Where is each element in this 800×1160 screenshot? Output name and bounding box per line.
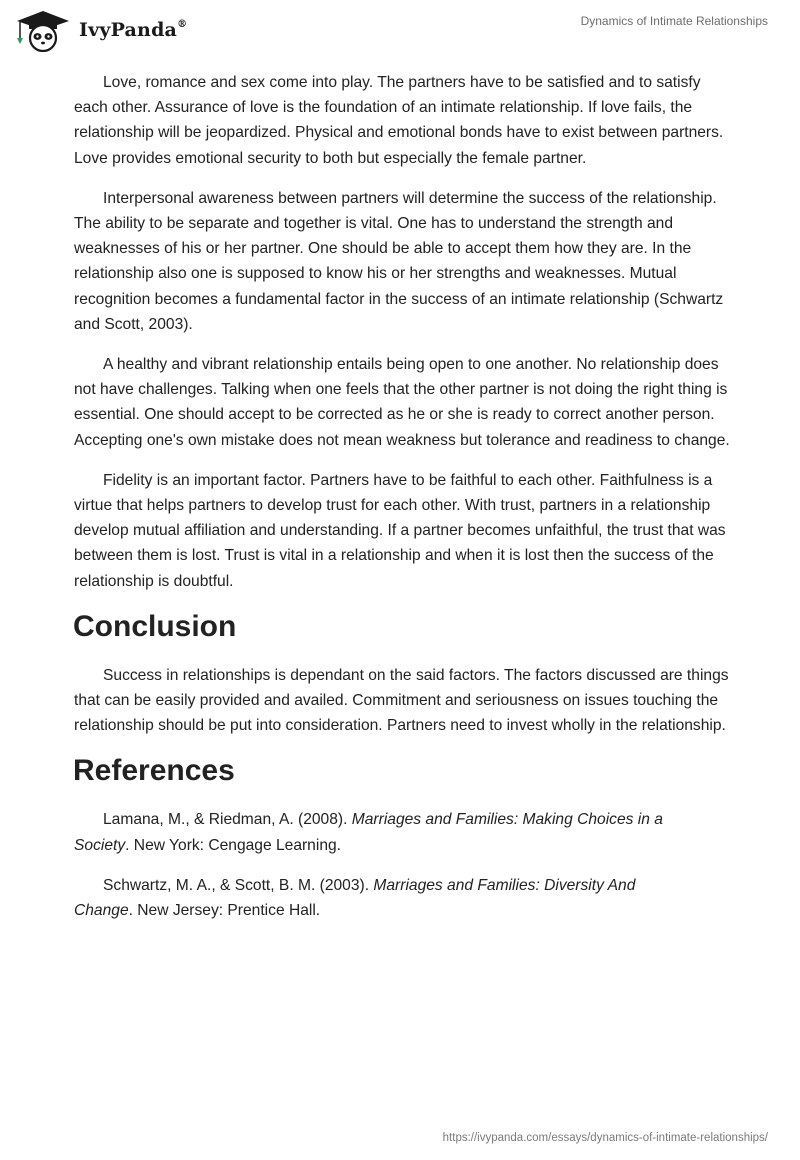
panda-graduate-icon [14, 8, 72, 52]
logo[interactable] [14, 8, 187, 52]
page-header [0, 0, 800, 60]
essay-body [74, 70, 734, 938]
conclusion-heading: Conclusion [73, 609, 237, 643]
references-heading: References [73, 754, 235, 788]
body-paragraph: A healthy and vibrant relationship entails being open to one another. No relationship does not have challenges. Talking when one feels that the other partner is not doing the right thing is essential. One should accept to be corrected as he or she is ready to correct another person. Accepting one's own mistake does not mean weakness but tolerance and readiness to change. [74, 356, 730, 449]
conclusion-paragraph: Success in relationships is dependant on the said factors. The factors discussed are things that can be easily provided and availed. Commitment and seriousness on issues touching the relationship should be put into consideration. Partners need to invest wholly in the relationship. [74, 666, 729, 735]
body-paragraph: Love, romance and sex come into play. The partners have to be satisfied and to satisfy each other. Assurance of love is the foundation of an intimate relationship. If love fails, the relationship will be jeopardized. Physical and emotional bonds have to exist between partners. Love provides emotional security to both but especially the female partner. [74, 74, 724, 167]
document-title: Dynamics of Intimate Relationships [580, 14, 768, 28]
reference-item: Lamana, M., & Riedman, A. (2008). Marriages and Families: Making Choices in a Society. New York: Cengage Learning. [74, 811, 663, 854]
body-paragraph: Interpersonal awareness between partners will determine the success of the relationship. The ability to be separate and together is vital. One has to understand the strength and weaknesses of his or her partner. One should be able to accept them how they are. In the relationship also one is supposed to know his or her strengths and weaknesses. Mutual recognition becomes a fundamental factor in the success of an intimate relationship (Schwartz and Scott, 2003). [74, 189, 724, 333]
reference-item: Schwartz, M. A., & Scott, B. M. (2003). Marriages and Families: Diversity And Change. New Jersey: Prentice Hall. [74, 876, 636, 920]
brand-name: IvyPanda® [79, 18, 188, 41]
source-url-link[interactable]: https://ivypanda.com/essays/dynamics-of-intimate-relationships/ [442, 1132, 768, 1144]
body-paragraph: Fidelity is an important factor. Partners have to be faithful to each other. Faithfulness is a virtue that helps partners to develop trust for each other. With trust, partners in a relationship develop mutual affiliation and understanding. If a partner becomes unfaithful, the trust that was between them is lost. Trust is vital in a relationship and when it is lost then the success of the relationship is doubtful. [74, 471, 726, 590]
